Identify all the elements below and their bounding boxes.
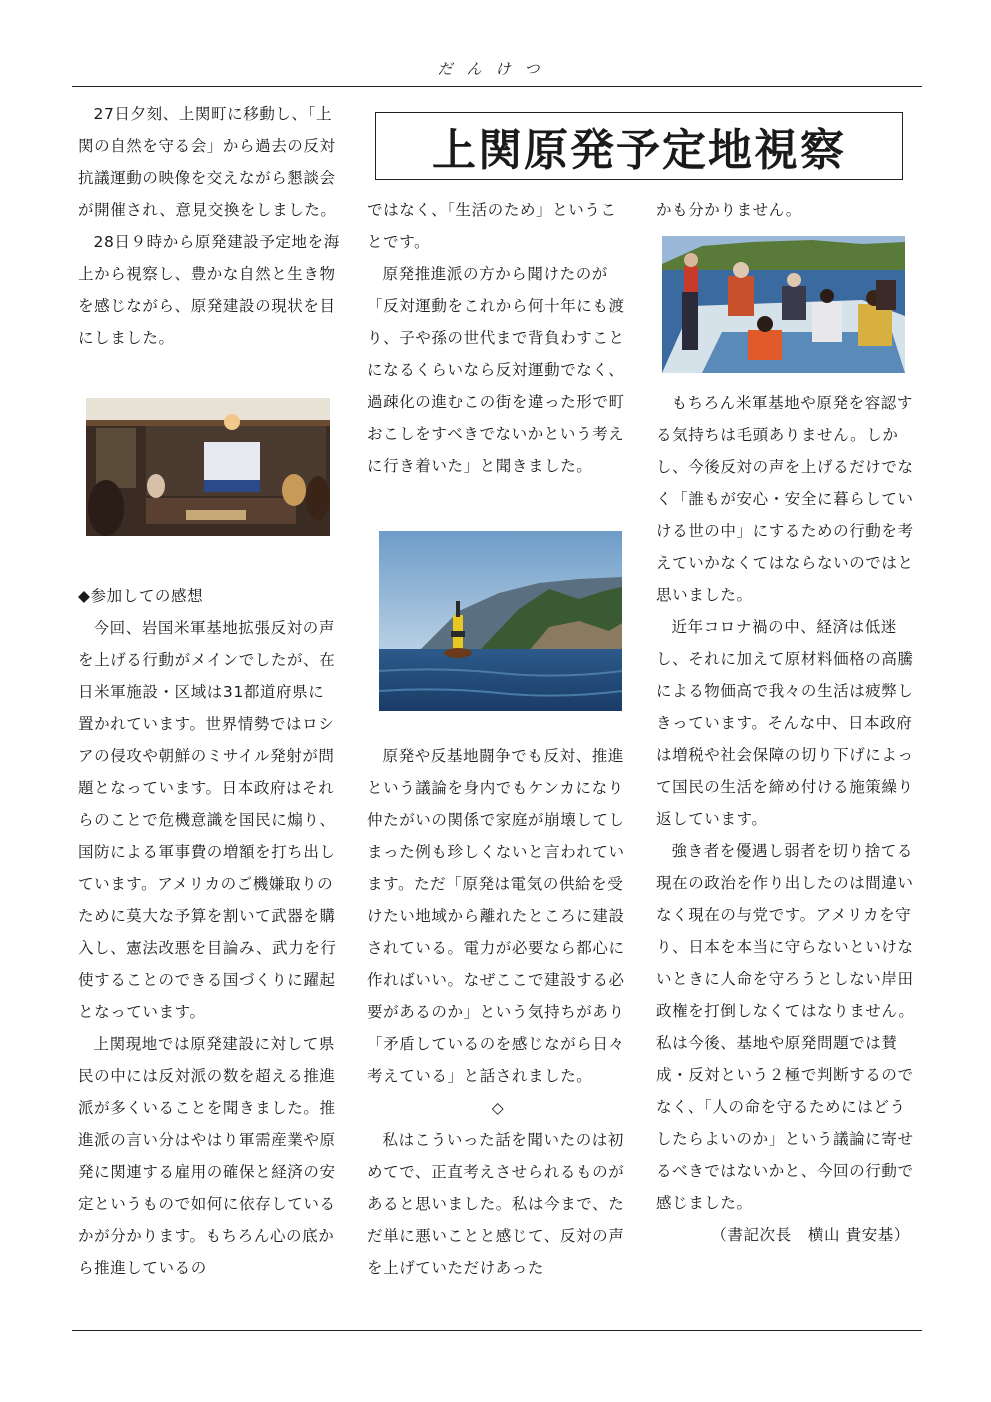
column-3-lower [656,387,918,1251]
paragraph: 強き者を優遇し弱者を切り捨てる現在の政治を作り出したのは間違いなく現在の与党です。アメリカを守り、日本を本当に守らないといけないときに人命を守ろうとしない岸田政権を打倒しなくてはなりません。私は今後、基地や原発問題では賛成・反対という２極で判断するのでなく、「人の命を守るためにはどうしたらよいのか」という議論に寄せるべきではないかと、今回の行動で感じました。 [656,842,915,1212]
boat-photo [662,236,905,373]
paragraph: 私はこういった話を聞いたのは初めてで、正直考えさせられるものがあると思いました。私は今まで、ただ単に悪いことと感じて、反対の声を上げていただけあった [367,1131,625,1277]
paragraph: もちろん米軍基地や原発を容認する気持ちは毛頭ありません。しかし、今後反対の声を上げるだけでなく「誰もが安心・安全に暮らしていける世の中」にするための行動を考えていかなくてはならないのではと思いました。 [656,394,914,604]
paragraph: かも分かりません。 [656,201,802,219]
top-divider [72,86,922,87]
column-2-lower [367,740,629,1284]
section-heading: ◆参加しての感想 [78,587,204,605]
paragraph: 原発推進派の方から聞けたのが「反対運動をこれから何十年にも渡り、子や孫の世代まで背負わすことになるくらいなら反対運動でなく、過疎化の進むこの街を違った形で町おこしをすべきでないかという考えに行き着いた」と聞きました。 [367,265,625,475]
newsletter-header: だんけつ [437,60,554,78]
meeting-photo [86,398,330,536]
column-1 [78,98,340,354]
paragraph: ではなく、「生活のため」ということです。 [367,201,617,251]
paragraph: 原発や反基地闘争でも反対、推進という議論を身内でもケンカになり仲たがいの関係で家庭が崩壊してしまった例も珍しくないと言われています。ただ「原発は電気の供給を受けたい地域から離れたところに建設されている。電力が必要なら都心に作ればいい。なぜここで建設する必要があるのか」という気持ちがあり「矛盾しているのを感じながら日々考えている」と話されました。 [367,747,625,1085]
paragraph: 近年コロナ禍の中、経済は低迷し、それに加えて原材料価格の高騰による物価高で我々の生活は疲弊しきっています。そんな中、日本政府は増税や社会保障の切り下げによって国民の生活を締め付ける施策繰り返しています。 [656,618,914,828]
column-3 [656,194,918,226]
paragraph: 今回、岩国米軍基地拡張反対の声を上げる行動がメインでしたが、在日米軍施設・区域は31都道府県に置かれています。世界情勢ではロシアの侵攻や朝鮮のミサイル発射が問題となっています。日本政府はそれらのことで危機意識を国民に煽り、国防による軍事費の増額を打ち出しています。アメリカのご機嫌取りのために莫大な予算を割いて武器を購入し、憲法改悪を目論み、武力を行使することのできる国づくりに躍起となっています。 [78,619,337,1021]
separator: ◇ [491,1099,505,1117]
signature: （書記次長 横山 貴安基） [711,1226,910,1244]
buoy-photo [379,531,622,711]
paragraph: 28日９時から原発建設予定地を海上から視察し、豊かな自然と生き物を感じながら、原発建設の現状を目にしました。 [78,233,340,347]
column-2 [367,194,629,482]
article-title: 上関原発予定地視察 [375,112,903,180]
bottom-divider [72,1330,922,1331]
paragraph: 27日夕刻、上関町に移動し、「上関の自然を守る会」から過去の反対抗議運動の映像を交えながら懇談会が開催され、意見交換をしました。 [78,105,337,219]
column-1-lower [78,580,340,1284]
paragraph: 上関現地では原発建設に対して県民の中には反対派の数を超える推進派が多くいることを聞きました。推進派の言い分はやはり軍需産業や原発に関連する雇用の確保と経済の安定というもので如何に依存しているかが分かります。もちろん心の底から推進しているの [78,1035,336,1277]
